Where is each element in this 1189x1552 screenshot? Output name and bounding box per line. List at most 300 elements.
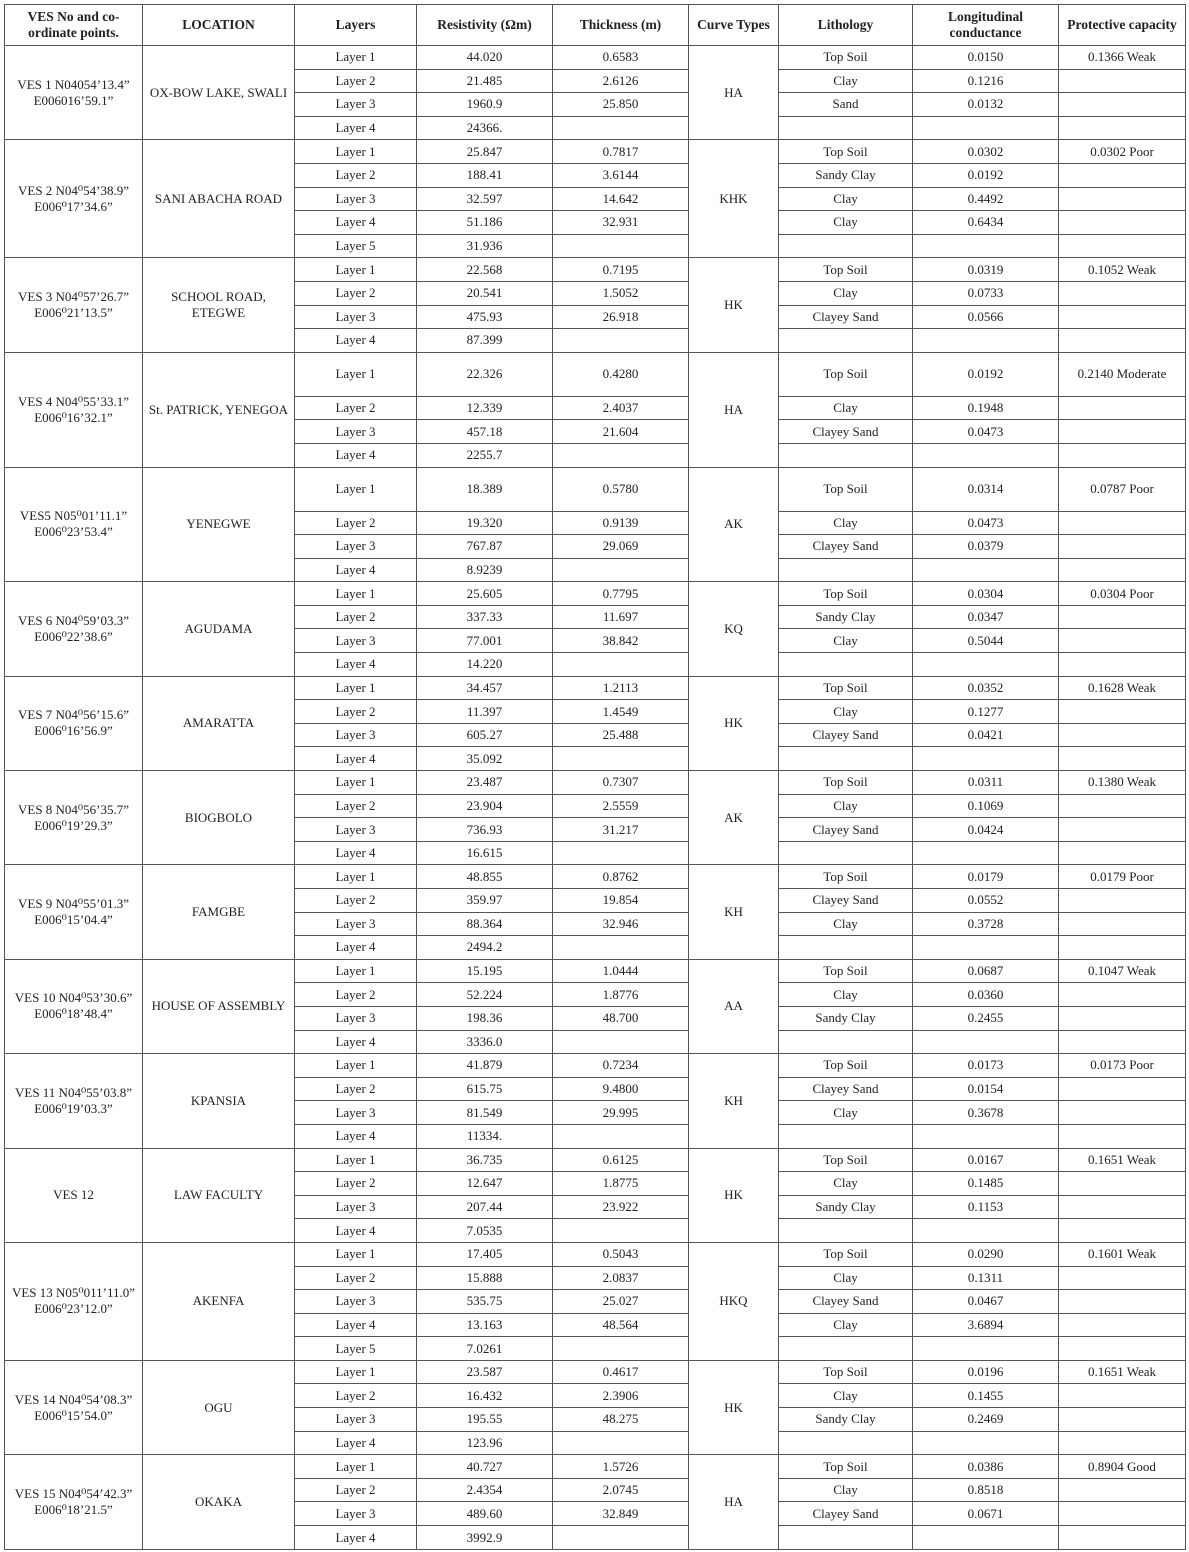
lithology-cell [779, 841, 913, 865]
thickness-cell: 32.931 [553, 211, 689, 235]
conductance-cell: 0.1311 [913, 1266, 1059, 1290]
protective-capacity-cell: 0.0787 Poor [1059, 467, 1186, 511]
lithology-cell: Top Soil [779, 676, 913, 700]
conductance-cell: 0.0196 [913, 1360, 1059, 1384]
layer-label-cell: Layer 2 [295, 1077, 417, 1101]
thickness-cell: 25.027 [553, 1290, 689, 1314]
layer-label-cell: Layer 4 [295, 558, 417, 582]
thickness-cell: 0.7234 [553, 1054, 689, 1078]
protective-capacity-empty-cell [1059, 1006, 1186, 1030]
resistivity-cell: 25.605 [417, 582, 553, 606]
resistivity-cell: 44.020 [417, 46, 553, 70]
ves-station-cell: VES 8 N04⁰56’35.7” E006⁰19’29.3” [5, 771, 143, 865]
conductance-cell: 0.0733 [913, 281, 1059, 305]
lithology-cell [779, 653, 913, 677]
location-cell: St. PATRICK, YENEGOA [143, 352, 295, 467]
lithology-cell: Clayey Sand [779, 723, 913, 747]
protective-capacity-empty-cell [1059, 211, 1186, 235]
conductance-cell: 0.0132 [913, 93, 1059, 117]
lithology-cell [779, 747, 913, 771]
resistivity-cell: 36.735 [417, 1148, 553, 1172]
protective-capacity-empty-cell [1059, 1030, 1186, 1054]
location-cell: LAW FACULTY [143, 1148, 295, 1242]
layer-label-cell: Layer 3 [295, 1408, 417, 1432]
curve-type-cell: AK [689, 467, 779, 582]
conductance-cell: 0.0566 [913, 305, 1059, 329]
resistivity-cell: 11334. [417, 1124, 553, 1148]
layer-label-cell: Layer 2 [295, 605, 417, 629]
protective-capacity-cell: 0.1380 Weak [1059, 771, 1186, 795]
thickness-cell: 1.5726 [553, 1455, 689, 1479]
conductance-cell: 0.1455 [913, 1384, 1059, 1408]
protective-capacity-empty-cell [1059, 629, 1186, 653]
lithology-cell: Clayey Sand [779, 305, 913, 329]
lithology-cell: Top Soil [779, 1455, 913, 1479]
thickness-cell: 0.7195 [553, 258, 689, 282]
ves-station-cell: VES 6 N04⁰59’03.3” E006⁰22’38.6” [5, 582, 143, 676]
conductance-cell: 0.0179 [913, 865, 1059, 889]
curve-type-cell: AA [689, 959, 779, 1053]
conductance-cell: 0.5044 [913, 629, 1059, 653]
lithology-cell: Sandy Clay [779, 1408, 913, 1432]
protective-capacity-cell: 0.1366 Weak [1059, 46, 1186, 70]
lithology-cell [779, 1030, 913, 1054]
ves-station-cell: VES 14 N04⁰54’08.3” E006⁰15’54.0” [5, 1360, 143, 1454]
resistivity-cell: 7.0261 [417, 1337, 553, 1361]
layer-label-cell: Layer 4 [295, 653, 417, 677]
thickness-cell: 3.6144 [553, 163, 689, 187]
thickness-cell: 0.8762 [553, 865, 689, 889]
location-cell: KPANSIA [143, 1054, 295, 1148]
resistivity-cell: 25.847 [417, 140, 553, 164]
resistivity-cell: 48.855 [417, 865, 553, 889]
conductance-cell [913, 558, 1059, 582]
thickness-cell: 1.8776 [553, 983, 689, 1007]
layer-label-cell: Layer 1 [295, 140, 417, 164]
layer-label-cell: Layer 1 [295, 1360, 417, 1384]
lithology-cell: Sandy Clay [779, 605, 913, 629]
thickness-cell: 1.0444 [553, 959, 689, 983]
ves-station-cell: VES 15 N04⁰54’42.3” E006⁰18’21.5” [5, 1455, 143, 1550]
protective-capacity-empty-cell [1059, 511, 1186, 535]
col-header-protective-capacity: Protective capacity [1059, 5, 1186, 46]
protective-capacity-cell: 0.2140 Moderate [1059, 352, 1186, 396]
thickness-cell: 2.6126 [553, 69, 689, 93]
thickness-cell: 0.6125 [553, 1148, 689, 1172]
resistivity-cell: 21.485 [417, 69, 553, 93]
thickness-cell [553, 841, 689, 865]
layer-label-cell: Layer 2 [295, 1266, 417, 1290]
resistivity-cell: 15.195 [417, 959, 553, 983]
layer-label-cell: Layer 4 [295, 1219, 417, 1243]
lithology-cell: Clay [779, 211, 913, 235]
protective-capacity-cell: 0.1601 Weak [1059, 1242, 1186, 1266]
resistivity-cell: 31.936 [417, 234, 553, 258]
conductance-cell: 0.3678 [913, 1101, 1059, 1125]
lithology-cell: Clay [779, 1172, 913, 1196]
lithology-cell: Sandy Clay [779, 1006, 913, 1030]
lithology-cell: Top Soil [779, 865, 913, 889]
resistivity-cell: 2494.2 [417, 936, 553, 960]
thickness-cell: 32.849 [553, 1502, 689, 1526]
resistivity-cell: 767.87 [417, 535, 553, 559]
thickness-cell [553, 116, 689, 140]
ves-station-cell: VES 1 N04054’13.4” E006016’59.1” [5, 46, 143, 140]
conductance-cell [913, 1030, 1059, 1054]
lithology-cell: Clay [779, 281, 913, 305]
col-header-location: LOCATION [143, 5, 295, 46]
thickness-cell: 25.488 [553, 723, 689, 747]
thickness-cell: 26.918 [553, 305, 689, 329]
table-row [5, 352, 1186, 396]
layer-label-cell: Layer 4 [295, 936, 417, 960]
layer-label-cell: Layer 4 [295, 1313, 417, 1337]
protective-capacity-empty-cell [1059, 1502, 1186, 1526]
col-header-curve-types: Curve Types [689, 5, 779, 46]
table-row [5, 771, 1186, 795]
layer-label-cell: Layer 3 [295, 420, 417, 444]
resistivity-cell: 32.597 [417, 187, 553, 211]
lithology-cell: Clay [779, 69, 913, 93]
thickness-cell: 2.5559 [553, 794, 689, 818]
resistivity-cell: 22.326 [417, 352, 553, 396]
conductance-cell: 0.1948 [913, 396, 1059, 420]
layer-label-cell: Layer 1 [295, 1054, 417, 1078]
layer-label-cell: Layer 1 [295, 352, 417, 396]
resistivity-cell: 35.092 [417, 747, 553, 771]
conductance-cell [913, 329, 1059, 353]
ves-station-cell: VES 11 N04⁰55’03.8” E006⁰19’03.3” [5, 1054, 143, 1148]
resistivity-cell: 18.389 [417, 467, 553, 511]
protective-capacity-empty-cell [1059, 936, 1186, 960]
thickness-cell [553, 443, 689, 467]
layer-label-cell: Layer 3 [295, 1101, 417, 1125]
curve-type-cell: HA [689, 1455, 779, 1550]
lithology-cell: Clay [779, 700, 913, 724]
thickness-cell [553, 1030, 689, 1054]
layer-label-cell: Layer 4 [295, 1124, 417, 1148]
protective-capacity-empty-cell [1059, 163, 1186, 187]
layer-label-cell: Layer 1 [295, 1242, 417, 1266]
conductance-cell: 0.1153 [913, 1195, 1059, 1219]
protective-capacity-empty-cell [1059, 1266, 1186, 1290]
curve-type-cell: HK [689, 1360, 779, 1454]
curve-type-cell: HKQ [689, 1242, 779, 1360]
lithology-cell: Clayey Sand [779, 1502, 913, 1526]
thickness-cell: 0.4280 [553, 352, 689, 396]
thickness-cell [553, 1431, 689, 1455]
thickness-cell: 48.275 [553, 1408, 689, 1432]
lithology-cell [779, 1526, 913, 1550]
protective-capacity-empty-cell [1059, 1337, 1186, 1361]
conductance-cell: 0.0167 [913, 1148, 1059, 1172]
conductance-cell: 0.0379 [913, 535, 1059, 559]
protective-capacity-empty-cell [1059, 234, 1186, 258]
resistivity-cell: 15.888 [417, 1266, 553, 1290]
lithology-cell: Sandy Clay [779, 1195, 913, 1219]
lithology-cell: Clayey Sand [779, 818, 913, 842]
conductance-cell: 0.4492 [913, 187, 1059, 211]
col-header-longitudinal-conductance: Longitudinal conductance [913, 5, 1059, 46]
layer-label-cell: Layer 2 [295, 511, 417, 535]
thickness-cell: 25.850 [553, 93, 689, 117]
lithology-cell: Top Soil [779, 1054, 913, 1078]
thickness-cell: 2.3906 [553, 1384, 689, 1408]
conductance-cell: 0.0552 [913, 889, 1059, 913]
layer-label-cell: Layer 3 [295, 912, 417, 936]
conductance-cell [913, 443, 1059, 467]
conductance-cell: 0.0352 [913, 676, 1059, 700]
resistivity-cell: 188.41 [417, 163, 553, 187]
table-row [5, 1242, 1186, 1266]
curve-type-cell: KHK [689, 140, 779, 258]
thickness-cell: 31.217 [553, 818, 689, 842]
thickness-cell: 0.7795 [553, 582, 689, 606]
resistivity-cell: 23.487 [417, 771, 553, 795]
lithology-cell: Clay [779, 983, 913, 1007]
protective-capacity-empty-cell [1059, 794, 1186, 818]
protective-capacity-empty-cell [1059, 1195, 1186, 1219]
lithology-cell: Sandy Clay [779, 163, 913, 187]
lithology-cell: Clay [779, 511, 913, 535]
resistivity-cell: 81.549 [417, 1101, 553, 1125]
header-row [5, 5, 1186, 46]
ves-station-cell: VES5 N05⁰01’11.1” E006⁰23’53.4” [5, 467, 143, 582]
resistivity-cell: 40.727 [417, 1455, 553, 1479]
lithology-cell: Top Soil [779, 771, 913, 795]
conductance-cell: 0.0304 [913, 582, 1059, 606]
conductance-cell: 0.8518 [913, 1478, 1059, 1502]
conductance-cell: 0.0302 [913, 140, 1059, 164]
resistivity-cell: 16.615 [417, 841, 553, 865]
lithology-cell: Top Soil [779, 258, 913, 282]
resistivity-cell: 51.186 [417, 211, 553, 235]
layer-label-cell: Layer 4 [295, 1431, 417, 1455]
layer-label-cell: Layer 1 [295, 865, 417, 889]
protective-capacity-empty-cell [1059, 116, 1186, 140]
protective-capacity-cell: 0.0179 Poor [1059, 865, 1186, 889]
protective-capacity-empty-cell [1059, 443, 1186, 467]
ves-station-cell: VES 13 N05⁰011’11.0” E006⁰23’12.0” [5, 1242, 143, 1360]
col-header-thickness: Thickness (m) [553, 5, 689, 46]
resistivity-cell: 16.432 [417, 1384, 553, 1408]
conductance-cell [913, 841, 1059, 865]
resistivity-cell: 77.001 [417, 629, 553, 653]
curve-type-cell: KQ [689, 582, 779, 676]
conductance-cell: 0.3728 [913, 912, 1059, 936]
layer-label-cell: Layer 3 [295, 629, 417, 653]
conductance-cell: 0.1485 [913, 1172, 1059, 1196]
location-cell: OGU [143, 1360, 295, 1454]
lithology-cell [779, 1219, 913, 1243]
protective-capacity-empty-cell [1059, 983, 1186, 1007]
resistivity-cell: 198.36 [417, 1006, 553, 1030]
protective-capacity-empty-cell [1059, 889, 1186, 913]
table-row [5, 1455, 1186, 1479]
lithology-cell: Top Soil [779, 467, 913, 511]
protective-capacity-empty-cell [1059, 420, 1186, 444]
resistivity-cell: 19.320 [417, 511, 553, 535]
resistivity-cell: 736.93 [417, 818, 553, 842]
protective-capacity-cell: 0.0173 Poor [1059, 1054, 1186, 1078]
protective-capacity-cell: 0.1651 Weak [1059, 1360, 1186, 1384]
protective-capacity-empty-cell [1059, 1384, 1186, 1408]
layer-label-cell: Layer 2 [295, 1172, 417, 1196]
thickness-cell [553, 558, 689, 582]
location-cell: SANI ABACHA ROAD [143, 140, 295, 258]
location-cell: AMARATTA [143, 676, 295, 770]
thickness-cell: 0.6583 [553, 46, 689, 70]
conductance-cell: 3.6894 [913, 1313, 1059, 1337]
ves-station-cell: VES 7 N04⁰56’15.6” E006⁰16’56.9” [5, 676, 143, 770]
layer-label-cell: Layer 2 [295, 69, 417, 93]
protective-capacity-empty-cell [1059, 187, 1186, 211]
conductance-cell: 0.0173 [913, 1054, 1059, 1078]
resistivity-cell: 17.405 [417, 1242, 553, 1266]
lithology-cell: Clay [779, 1101, 913, 1125]
protective-capacity-empty-cell [1059, 747, 1186, 771]
resistivity-cell: 41.879 [417, 1054, 553, 1078]
resistivity-cell: 3336.0 [417, 1030, 553, 1054]
layer-label-cell: Layer 3 [295, 1290, 417, 1314]
thickness-cell [553, 747, 689, 771]
layer-label-cell: Layer 3 [295, 818, 417, 842]
resistivity-cell: 13.163 [417, 1313, 553, 1337]
thickness-cell: 1.8775 [553, 1172, 689, 1196]
thickness-cell [553, 1124, 689, 1148]
protective-capacity-cell: 0.1047 Weak [1059, 959, 1186, 983]
protective-capacity-empty-cell [1059, 1219, 1186, 1243]
conductance-cell: 0.0192 [913, 352, 1059, 396]
col-header-ves: VES No and co-ordinate points. [5, 5, 143, 46]
resistivity-cell: 22.568 [417, 258, 553, 282]
resistivity-cell: 457.18 [417, 420, 553, 444]
lithology-cell: Top Soil [779, 1242, 913, 1266]
layer-label-cell: Layer 2 [295, 396, 417, 420]
conductance-cell: 0.0150 [913, 46, 1059, 70]
protective-capacity-empty-cell [1059, 396, 1186, 420]
lithology-cell [779, 234, 913, 258]
table-row [5, 582, 1186, 606]
col-header-lithology: Lithology [779, 5, 913, 46]
thickness-cell [553, 329, 689, 353]
location-cell: FAMGBE [143, 865, 295, 959]
layer-label-cell: Layer 4 [295, 211, 417, 235]
lithology-cell: Clay [779, 396, 913, 420]
conductance-cell: 0.2455 [913, 1006, 1059, 1030]
lithology-cell [779, 116, 913, 140]
table-row [5, 1360, 1186, 1384]
thickness-cell: 23.922 [553, 1195, 689, 1219]
protective-capacity-empty-cell [1059, 1313, 1186, 1337]
conductance-cell [913, 1124, 1059, 1148]
ves-results-table [4, 4, 1186, 1550]
protective-capacity-empty-cell [1059, 329, 1186, 353]
resistivity-cell: 615.75 [417, 1077, 553, 1101]
lithology-cell [779, 1337, 913, 1361]
conductance-cell: 0.0319 [913, 258, 1059, 282]
lithology-cell: Top Soil [779, 1148, 913, 1172]
lithology-cell: Top Soil [779, 582, 913, 606]
ves-station-cell: VES 3 N04⁰57’26.7” E006⁰21’13.5” [5, 258, 143, 352]
lithology-cell: Top Soil [779, 959, 913, 983]
table-row [5, 46, 1186, 70]
thickness-cell [553, 936, 689, 960]
protective-capacity-empty-cell [1059, 1478, 1186, 1502]
lithology-cell: Clay [779, 187, 913, 211]
resistivity-cell: 87.399 [417, 329, 553, 353]
conductance-cell: 0.0473 [913, 420, 1059, 444]
lithology-cell: Clay [779, 794, 913, 818]
conductance-cell: 0.0311 [913, 771, 1059, 795]
layer-label-cell: Layer 4 [295, 1526, 417, 1550]
layer-label-cell: Layer 1 [295, 1455, 417, 1479]
lithology-cell [779, 443, 913, 467]
curve-type-cell: HK [689, 258, 779, 352]
layer-label-cell: Layer 2 [295, 794, 417, 818]
conductance-cell: 0.0421 [913, 723, 1059, 747]
conductance-cell [913, 1526, 1059, 1550]
lithology-cell: Clayey Sand [779, 535, 913, 559]
ves-station-cell: VES 9 N04⁰55’01.3” E006⁰15’04.4” [5, 865, 143, 959]
resistivity-cell: 12.339 [417, 396, 553, 420]
thickness-cell: 48.564 [553, 1313, 689, 1337]
conductance-cell: 0.0467 [913, 1290, 1059, 1314]
protective-capacity-empty-cell [1059, 1408, 1186, 1432]
thickness-cell [553, 1337, 689, 1361]
ves-station-cell: VES 4 N04⁰55’33.1” E006⁰16’32.1” [5, 352, 143, 467]
layer-label-cell: Layer 4 [295, 747, 417, 771]
protective-capacity-empty-cell [1059, 700, 1186, 724]
layer-label-cell: Layer 3 [295, 1502, 417, 1526]
lithology-cell [779, 936, 913, 960]
conductance-cell: 0.0290 [913, 1242, 1059, 1266]
resistivity-cell: 8.9239 [417, 558, 553, 582]
layer-label-cell: Layer 5 [295, 234, 417, 258]
resistivity-cell: 14.220 [417, 653, 553, 677]
resistivity-cell: 535.75 [417, 1290, 553, 1314]
conductance-cell: 0.0687 [913, 959, 1059, 983]
thickness-cell: 0.7817 [553, 140, 689, 164]
curve-type-cell: HK [689, 1148, 779, 1242]
lithology-cell [779, 558, 913, 582]
conductance-cell [913, 1219, 1059, 1243]
curve-type-cell: HA [689, 46, 779, 140]
curve-type-cell: HA [689, 352, 779, 467]
location-cell: AGUDAMA [143, 582, 295, 676]
layer-label-cell: Layer 2 [295, 163, 417, 187]
protective-capacity-cell: 0.0302 Poor [1059, 140, 1186, 164]
layer-label-cell: Layer 3 [295, 187, 417, 211]
layer-label-cell: Layer 3 [295, 535, 417, 559]
protective-capacity-empty-cell [1059, 1526, 1186, 1550]
conductance-cell [913, 653, 1059, 677]
resistivity-cell: 123.96 [417, 1431, 553, 1455]
location-cell: SCHOOL ROAD, ETEGWE [143, 258, 295, 352]
resistivity-cell: 1960.9 [417, 93, 553, 117]
location-cell: OKAKA [143, 1455, 295, 1550]
resistivity-cell: 52.224 [417, 983, 553, 1007]
conductance-cell [913, 1431, 1059, 1455]
resistivity-cell: 11.397 [417, 700, 553, 724]
thickness-cell [553, 653, 689, 677]
location-cell: AKENFA [143, 1242, 295, 1360]
layer-label-cell: Layer 4 [295, 841, 417, 865]
curve-type-cell: AK [689, 771, 779, 865]
resistivity-cell: 489.60 [417, 1502, 553, 1526]
layer-label-cell: Layer 2 [295, 1384, 417, 1408]
thickness-cell: 19.854 [553, 889, 689, 913]
